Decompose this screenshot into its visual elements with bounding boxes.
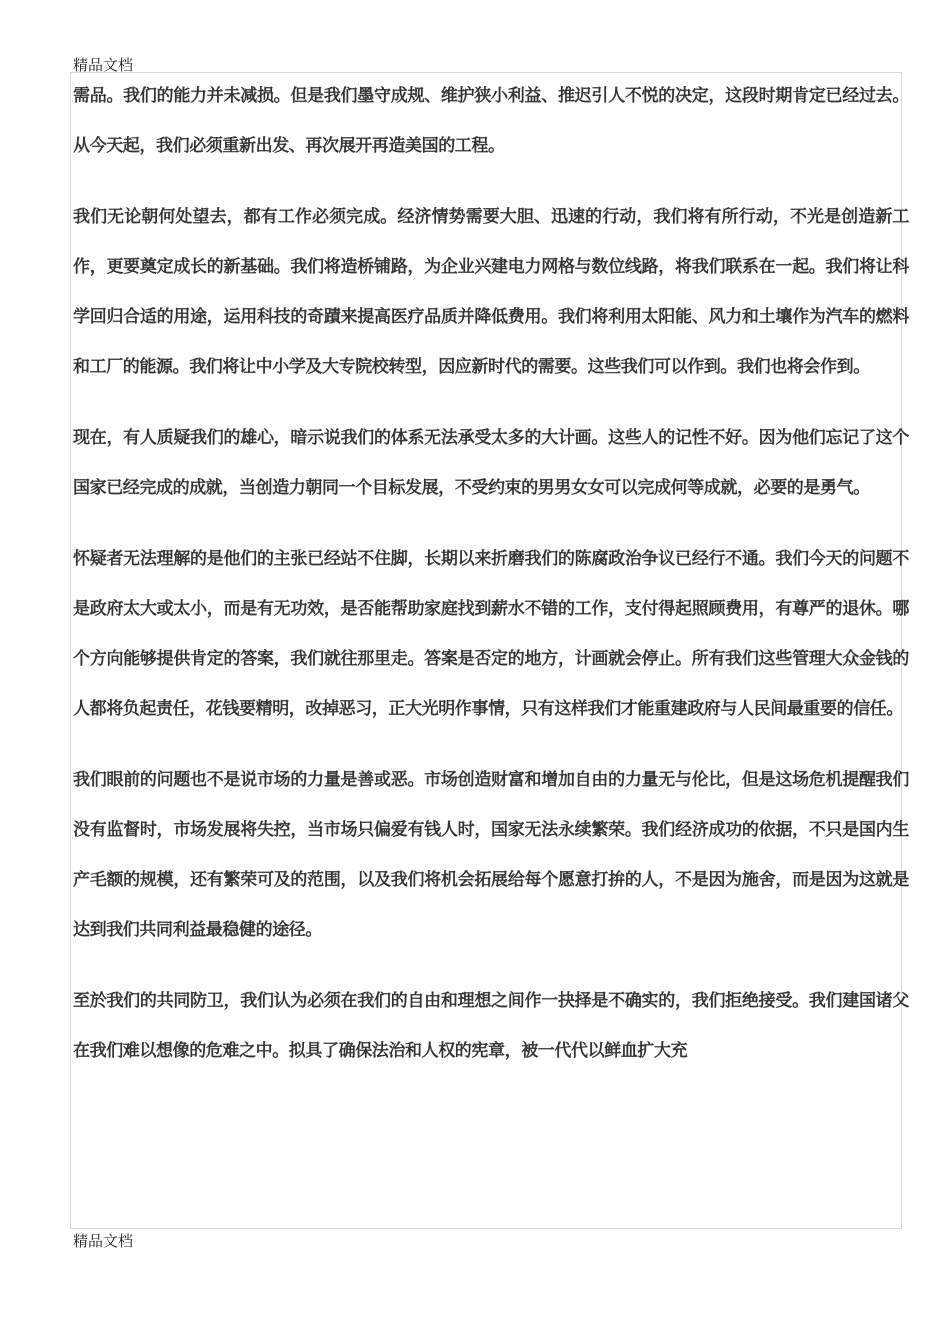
paragraph-3: 现在，有人质疑我们的雄心，暗示说我们的体系无法承受太多的大计画。这些人的记性不好。因为他们忘记了这个国家已经完成的成就，当创造力朝同一个目标发展，不受约束的男男女女可以完成何等成就，必要的是勇气。 [73,428,909,498]
document-body [73,71,909,1221]
paragraph-5: 我们眼前的问题也不是说市场的力量是善或恶。市场创造财富和增加自由的力量无与伦比，但是这场危机提醒我们没有监督时，市场发展将失控，当市场只偏爱有钱人时，国家无法永续繁荣。我们经济成功的依据，不只是国内生产毛额的规模，还有繁荣可及的范围，以及我们将机会拓展给每个愿意打拚的人，不是因为施舍，而是因为这就是达到我们共同利益最稳健的途径。 [73,770,909,940]
page-footer: 精品文档 [73,1232,134,1250]
paragraph-1: 需品。我们的能力并未减损。但是我们墨守成规、维护狭小利益、推迟引人不悦的决定，这段时期肯定已经过去。从今天起，我们必须重新出发、再次展开再造美国的工程。 [73,86,909,156]
paragraph-4: 怀疑者无法理解的是他们的主张已经站不住脚，长期以来折磨我们的陈腐政治争议已经行不通。我们今天的问题不是政府太大或太小，而是有无功效，是否能帮助家庭找到薪水不错的工作，支付得起照顾费用，有尊严的退休。哪个方向能够提供肯定的答案，我们就往那里走。答案是否定的地方，计画就会停止。所有我们这些管理大众金钱的人都将负起责任，花钱要精明，改掉恶习，正大光明作事情，只有这样我们才能重建政府与人民间最重要的信任。 [73,549,909,719]
page-header: 精品文档 [73,56,134,74]
paragraph-2: 我们无论朝何处望去，都有工作必须完成。经济情势需要大胆、迅速的行动，我们将有所行动，不光是创造新工作，更要奠定成长的新基础。我们将造桥铺路，为企业兴建电力网格与数位线路，将我们联系在一起。我们将让科学回归合适的用途，运用科技的奇蹟来提高医疗品质并降低费用。我们将利用太阳能、风力和土壤作为汽车的燃料和工厂的能源。我们将让中小学及大专院校转型，因应新时代的需要。这些我们可以作到。我们也将会作到。 [73,207,909,377]
paragraph-6: 至於我们的共同防卫，我们认为必须在我们的自由和理想之间作一抉择是不确实的，我们拒绝接受。我们建国诸父在我们难以想像的危难之中。拟具了确保法治和人权的宪章，被一代代以鲜血扩大充 [73,991,909,1061]
